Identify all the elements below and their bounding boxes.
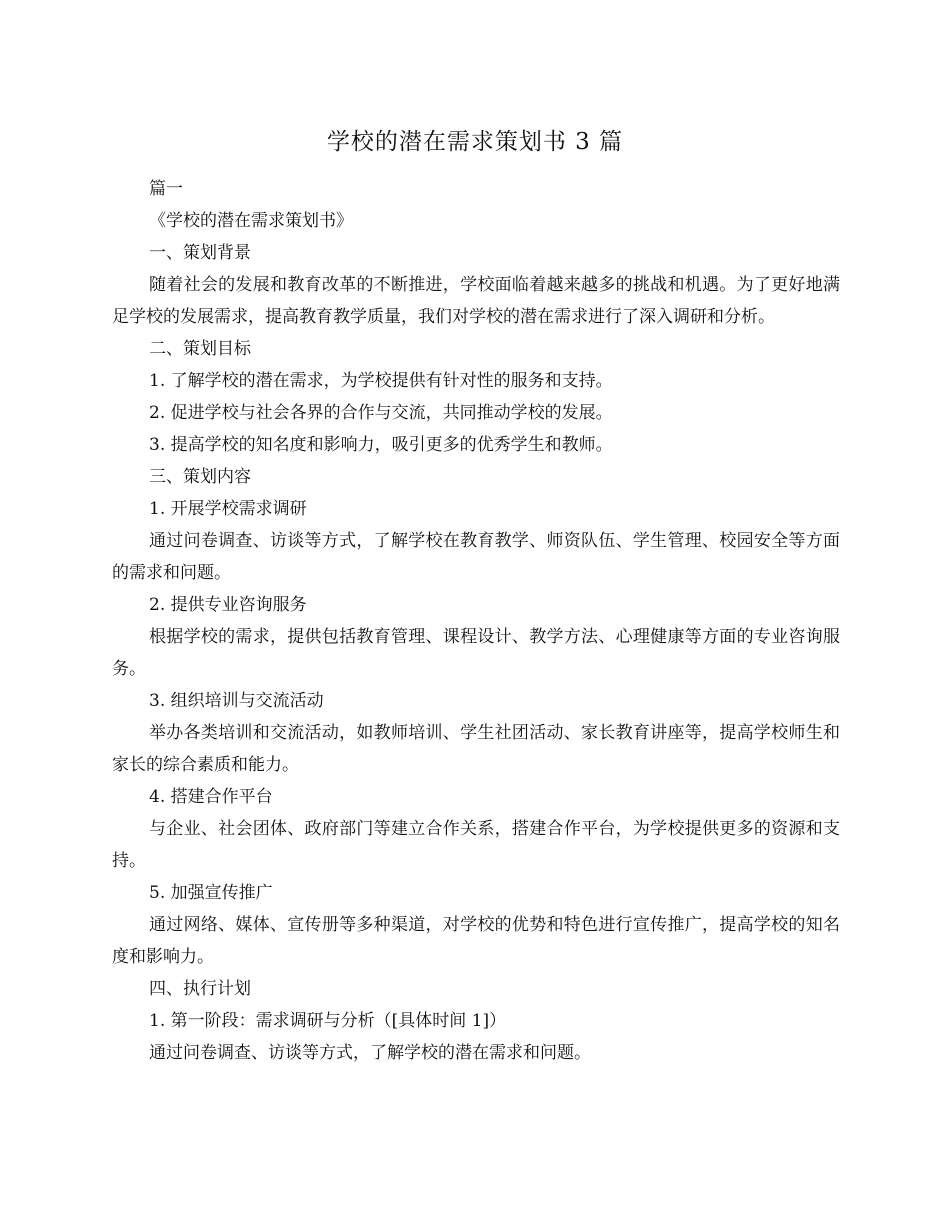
content-item-2-title: 2. 提供专业咨询服务: [149, 595, 307, 615]
heading-plan: 四、执行计划: [149, 979, 251, 999]
document-body: [112, 173, 840, 1069]
document-title: 学校的潜在需求策划书 3 篇: [326, 129, 624, 155]
document-subtitle: 《学校的潜在需求策划书》: [149, 211, 353, 231]
plan-item-1-text: 通过问卷调查、访谈等方式，了解学校的潜在需求和问题。: [149, 1043, 591, 1063]
content-item-1-title: 1. 开展学校需求调研: [149, 499, 307, 519]
content-item-3-title: 3. 组织培训与交流活动: [149, 691, 324, 711]
heading-goals: 二、策划目标: [149, 339, 251, 359]
content-item-1-text: 通过问卷调查、访谈等方式，了解学校在教育教学、师资队伍、学生管理、校园安全等方面的需求和问题。: [112, 531, 840, 583]
content-item-5-text: 通过网络、媒体、宣传册等多种渠道，对学校的优势和特色进行宣传推广，提高学校的知名度和影响力。: [112, 915, 840, 967]
section-label: 篇一: [149, 179, 183, 199]
content-item-4-text: 与企业、社会团体、政府部门等建立合作关系，搭建合作平台，为学校提供更多的资源和支持。: [112, 819, 840, 871]
content-item-3-text: 举办各类培训和交流活动，如教师培训、学生社团活动、家长教育讲座等，提高学校师生和家长的综合素质和能力。: [112, 723, 840, 775]
goal-item-1: 1. 了解学校的潜在需求，为学校提供有针对性的服务和支持。: [149, 371, 613, 391]
heading-content: 三、策划内容: [149, 467, 251, 487]
goal-item-2: 2. 促进学校与社会各界的合作与交流，共同推动学校的发展。: [149, 403, 613, 423]
content-item-4-title: 4. 搭建合作平台: [149, 787, 273, 807]
plan-item-1-title: 1. 第一阶段：需求调研与分析（[具体时间 1]）: [149, 1011, 507, 1031]
paragraph-background: 随着社会的发展和教育改革的不断推进，学校面临着越来越多的挑战和机遇。为了更好地满足学校的发展需求，提高教育教学质量，我们对学校的潜在需求进行了深入调研和分析。: [112, 275, 840, 327]
heading-background: 一、策划背景: [149, 243, 251, 263]
content-item-5-title: 5. 加强宣传推广: [149, 883, 273, 903]
goal-item-3: 3. 提高学校的知名度和影响力，吸引更多的优秀学生和教师。: [149, 435, 613, 455]
content-item-2-text: 根据学校的需求，提供包括教育管理、课程设计、教学方法、心理健康等方面的专业咨询服务。: [112, 627, 840, 679]
